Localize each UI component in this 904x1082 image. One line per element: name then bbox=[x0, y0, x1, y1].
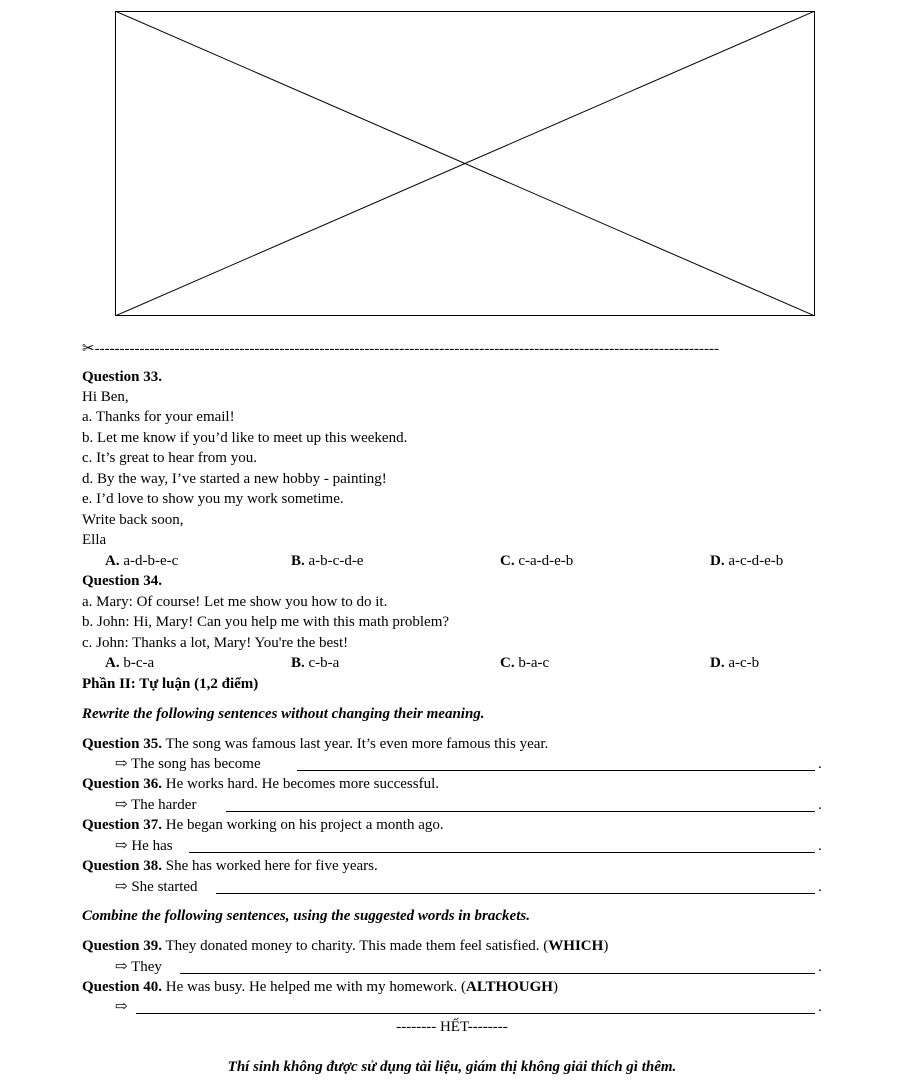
arrow-icon: ⇨ bbox=[115, 999, 128, 1015]
arrow-icon: ⇨ bbox=[115, 797, 128, 813]
q33-option-c[interactable]: C. c-a-d-e-b bbox=[500, 553, 574, 569]
q34-line: b. John: Hi, Mary! Can you help me with this math problem? bbox=[82, 614, 450, 630]
q33-line: a. Thanks for your email! bbox=[82, 409, 235, 425]
q33-title: Question 33. bbox=[82, 369, 163, 385]
cut-dashes: ----------------------------------------------------------------------------------------------------------------------------- bbox=[94, 341, 719, 357]
q34-option-a[interactable]: A. b-c-a bbox=[105, 655, 155, 671]
q33-line: b. Let me know if you’d like to meet up this weekend. bbox=[82, 430, 408, 446]
arrow-icon: ⇨ bbox=[115, 756, 128, 772]
scissors-icon: ✂ bbox=[82, 341, 95, 357]
q34-line: a. Mary: Of course! Let me show you how to do it. bbox=[82, 594, 388, 610]
q38-period: . bbox=[818, 879, 822, 895]
q34-option-c[interactable]: C. b-a-c bbox=[500, 655, 550, 671]
q39-prompt: Question 39. They donated money to charity. This made them feel satisfied. (WHICH) bbox=[82, 938, 609, 954]
q37-answer-start: ⇨ He has bbox=[115, 838, 173, 854]
q33-option-d[interactable]: D. a-c-d-e-b bbox=[710, 553, 784, 569]
q38-prompt: Question 38. She has worked here for five years. bbox=[82, 858, 378, 874]
q33-options bbox=[105, 552, 825, 570]
cut-line bbox=[82, 340, 832, 358]
q33-option-b[interactable]: B. a-b-c-d-e bbox=[291, 553, 364, 569]
q37-answer-blank[interactable] bbox=[189, 852, 815, 853]
q38-answer-blank[interactable] bbox=[216, 893, 815, 894]
crossed-box-graphic bbox=[115, 11, 815, 316]
part2-title: Phần II: Tự luận (1,2 điểm) bbox=[82, 676, 259, 692]
q33-line: Ella bbox=[82, 532, 107, 548]
q33-line: Hi Ben, bbox=[82, 389, 129, 405]
q39-answer-start: ⇨ They bbox=[115, 959, 162, 975]
q35-period: . bbox=[818, 756, 822, 772]
q35-prompt: Question 35. The song was famous last year. It’s even more famous this year. bbox=[82, 736, 549, 752]
image-placeholder-box bbox=[115, 11, 815, 316]
arrow-icon: ⇨ bbox=[115, 959, 128, 975]
q36-period: . bbox=[818, 797, 822, 813]
q40-answer-blank[interactable] bbox=[136, 1013, 815, 1014]
arrow-icon: ⇨ bbox=[115, 838, 128, 854]
q33-option-a[interactable]: A. a-d-b-e-c bbox=[105, 553, 179, 569]
q35-answer-blank[interactable] bbox=[297, 770, 815, 771]
q40-prompt: Question 40. He was busy. He helped me with my homework. (ALTHOUGH) bbox=[82, 979, 558, 995]
q34-option-b[interactable]: B. c-b-a bbox=[291, 655, 340, 671]
instruction-combine: Combine the following sentences, using the suggested words in brackets. bbox=[82, 908, 530, 924]
q40-period: . bbox=[818, 999, 822, 1015]
q33-line: c. It’s great to hear from you. bbox=[82, 450, 257, 466]
q33-line: d. By the way, I’ve started a new hobby - painting! bbox=[82, 471, 387, 487]
q37-prompt: Question 37. He began working on his project a month ago. bbox=[82, 817, 444, 833]
footer-note: Thí sinh không được sử dụng tài liệu, giám thị không giải thích gì thêm. bbox=[227, 1059, 677, 1075]
q40-answer-start bbox=[115, 998, 128, 1016]
q34-option-d[interactable]: D. a-c-b bbox=[710, 655, 760, 671]
q34-title: Question 34. bbox=[82, 573, 163, 589]
q34-line: c. John: Thanks a lot, Mary! You're the best! bbox=[82, 635, 349, 651]
q33-line: Write back soon, bbox=[82, 512, 184, 528]
q38-answer-start: ⇨ She started bbox=[115, 879, 198, 895]
q36-prompt: Question 36. He works hard. He becomes more successful. bbox=[82, 776, 440, 792]
q37-period: . bbox=[818, 838, 822, 854]
arrow-icon: ⇨ bbox=[115, 879, 128, 895]
q39-answer-blank[interactable] bbox=[180, 973, 815, 974]
q39-period: . bbox=[818, 959, 822, 975]
end-marker: -------- HẾT-------- bbox=[396, 1019, 508, 1035]
instruction-rewrite: Rewrite the following sentences without changing their meaning. bbox=[82, 706, 485, 722]
q34-options bbox=[105, 654, 825, 672]
q36-answer-blank[interactable] bbox=[226, 811, 815, 812]
q36-answer-start: ⇨ The harder bbox=[115, 797, 197, 813]
q35-answer-start: ⇨ The song has become bbox=[115, 756, 261, 772]
q33-line: e. I’d love to show you my work sometime. bbox=[82, 491, 344, 507]
